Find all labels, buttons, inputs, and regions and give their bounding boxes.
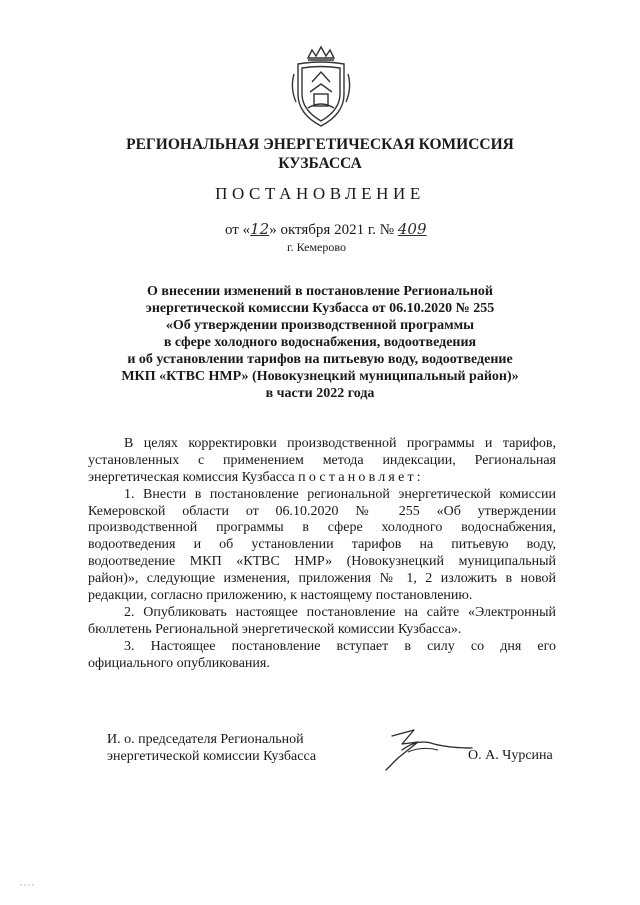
date-prefix: от « [225, 222, 251, 238]
body-text: энергетическая комиссия Кузбасса [88, 469, 299, 485]
position-line: И. о. председателя Региональной [107, 732, 304, 747]
scan-mark [20, 884, 34, 886]
body-line: бюллетень Региональной энергетической комиссии Кузбасса». [88, 621, 462, 637]
date-middle: » октября 2021 г. № [269, 222, 398, 238]
body-line: 1. Внести в постановление региональной энергетической комиссии [124, 486, 556, 502]
body-line: район)», следующие изменения, приложения № 1, 2 изложить в новой [88, 571, 556, 587]
organization-name-region: КУЗБАССА [278, 155, 362, 172]
body-line: водоотведения и об установлении тарифов на питьевую воду, [88, 537, 556, 553]
body-line: производственной программы в сфере холодного водоснабжения, [88, 520, 556, 536]
body-line: водоотведение МКП «КТВС НМР» (Новокузнецкий муниципальный [88, 554, 556, 570]
body-line: установленных с применением метода индексации, Региональная [88, 452, 556, 468]
signatory-position [107, 731, 316, 765]
document-type: ПОСТАНОВЛЕНИЕ [215, 184, 425, 203]
title-line: О внесении изменений в постановление Региональной [147, 284, 493, 299]
body-line [88, 470, 556, 487]
document-body [88, 436, 556, 672]
signatory-name: О. А. Чурсина [468, 748, 553, 763]
title-line: и об установлении тарифов на питьевую воду, водоотведение [127, 352, 513, 367]
title-line: «Об утверждении производственной программы [165, 318, 475, 333]
body-line: редакции, согласно приложению, к настоящему постановлению. [88, 588, 473, 604]
body-line: 2. Опубликовать настоящее постановление на сайте «Электронный [124, 604, 556, 620]
city: г. Кемерово [287, 240, 346, 254]
body-line: официального опубликования. [88, 655, 270, 671]
spaced-word: постановляет: [298, 469, 424, 485]
position-line: энергетической комиссии Кузбасса [107, 749, 317, 764]
title-line: МКП «КТВС НМР» (Новокузнецкий муниципальный район)» [121, 369, 519, 384]
coat-of-arms-emblem [288, 44, 354, 130]
handwritten-signature [378, 722, 478, 774]
handwritten-number: 409 [397, 220, 427, 238]
body-line: В целях корректировки производственной программы и тарифов, [124, 436, 556, 451]
document-dateline [225, 220, 427, 239]
title-line: в сфере холодного водоснабжения, водоотведения [163, 335, 477, 350]
handwritten-day: 12 [250, 220, 270, 238]
body-line: Кемеровской области от 06.10.2020 № 255 «Об утверждении [88, 503, 556, 519]
title-line: в части 2022 года [265, 386, 375, 401]
body-line: 3. Настоящее постановление вступает в силу со дня его [124, 638, 556, 654]
organization-name: РЕГИОНАЛЬНАЯ ЭНЕРГЕТИЧЕСКАЯ КОМИССИЯ [126, 136, 514, 153]
title-line: энергетической комиссии Кузбасса от 06.10.2020 № 255 [145, 301, 495, 316]
document-title [100, 283, 540, 402]
